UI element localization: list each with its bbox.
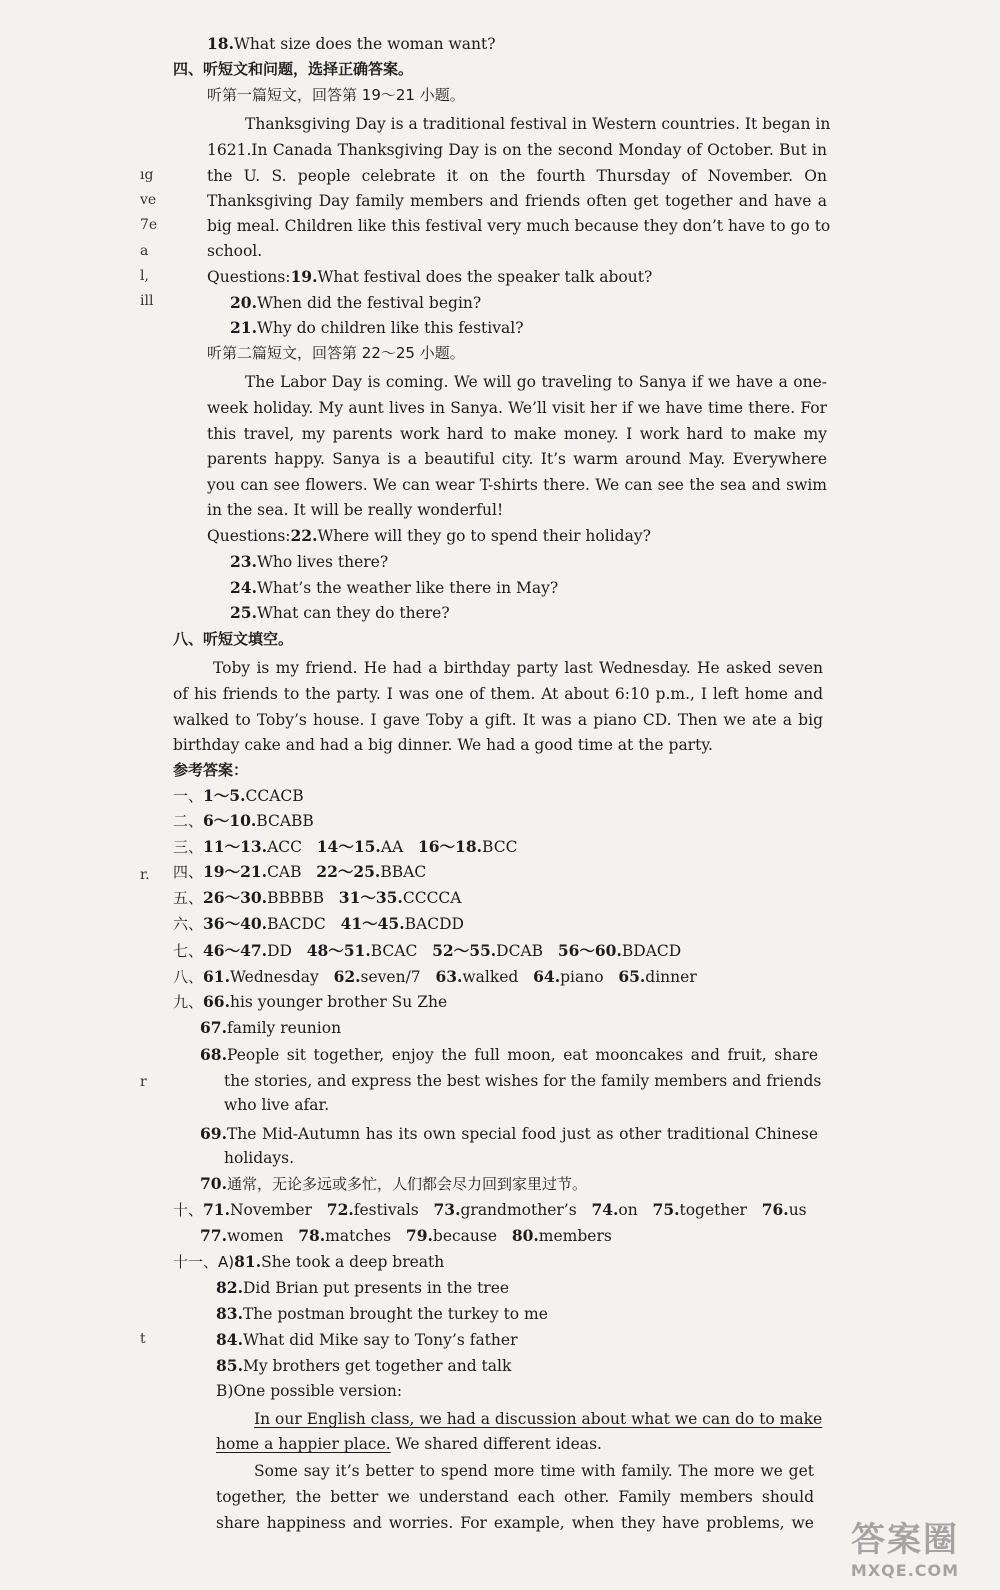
watermark-title: 答案圈 — [851, 1520, 959, 1560]
question-25: 25.What can they do there? — [230, 603, 450, 622]
answer-section-10-line2: 77.women 78.matches 79.because 80.members — [200, 1226, 612, 1245]
answer-84: 84.What did Mike say to Tony’s father — [216, 1330, 518, 1349]
passage-1-line: 1621.In Canada Thanksgiving Day is on the second Monday of October. But in — [207, 141, 827, 159]
passage-3-line: walked to Toby’s house. I gave Toby a gift. It was a piano CD. Then we ate a big — [173, 711, 823, 729]
section-4-heading: 四、听短文和问题，选择正确答案。 — [173, 60, 414, 78]
answer-68-line: 68.People sit together, enjoy the full moon, eat mooncakes and fruit, share — [200, 1045, 818, 1064]
answer-66: 九、66.his younger brother Su Zhe — [173, 992, 448, 1011]
margin-fragment: 7e — [140, 217, 158, 233]
passage-2-line: The Labor Day is coming. We will go traveling to Sanya if we have a one- — [245, 373, 827, 391]
answer-81: 十一、A)81.She took a deep breath — [173, 1252, 445, 1271]
question-24: 24.What’s the weather like there in May? — [230, 578, 559, 597]
essay-line: In our English class, we had a discussion about what we can do to make — [254, 1410, 823, 1428]
answer-82: 82.Did Brian put presents in the tree — [216, 1278, 510, 1297]
question-21: 21.Why do children like this festival? — [230, 318, 524, 337]
answer-section-10-line1: 十、71.November 72.festivals 73.grandmother’s 74.on 75.together 76.us — [173, 1200, 807, 1219]
essay-line: home a happier place. We shared different ideas. — [216, 1435, 602, 1453]
margin-fragment: l, — [140, 268, 149, 284]
answer-85: 85.My brothers get together and talk — [216, 1356, 512, 1375]
passage-1-line: big meal. Children like this festival very much because they don’t have to go to — [207, 217, 831, 235]
answer-69-line: holidays. — [224, 1149, 295, 1167]
answer-70: 70.通常，无论多远或多忙，人们都会尽力回到家里过节。 — [200, 1174, 587, 1193]
answer-section-1: 一、1～5.CCACB — [173, 786, 304, 805]
answer-section-7: 七、46～47.DD 48～51.BCAC 52～55.DCAB 56～60.BDACD — [173, 941, 682, 960]
passage-2-line: in the sea. It will be really wonderful! — [207, 501, 504, 519]
answers-title: 参考答案： — [173, 761, 249, 779]
watermark-url: MXQE.COM — [850, 1561, 960, 1580]
answer-67: 67.family reunion — [200, 1018, 342, 1037]
passage-3-line: Toby is my friend. He had a birthday party last Wednesday. He asked seven — [213, 659, 823, 677]
section-8-heading: 八、听短文填空。 — [173, 630, 294, 648]
essay-line: Some say it’s better to spend more time with family. The more we get — [254, 1462, 814, 1480]
answer-section-8: 八、61.Wednesday 62.seven/7 63.walked 64.piano 65.dinner — [173, 967, 697, 986]
answer-section-4: 四、19～21.CAB 22～25.BBAC — [173, 862, 427, 881]
passage-2-intro: 听第二篇短文，回答第 22～25 小题。 — [207, 344, 465, 362]
passage-1-intro: 听第一篇短文，回答第 19～21 小题。 — [207, 86, 465, 104]
answer-section-5: 五、26～30.BBBBB 31～35.CCCCA — [173, 888, 462, 907]
passage-3-line: of his friends to the party. I was one of them. At about 6:10 p.m., I left home and — [173, 685, 823, 703]
passage-2-line: you can see flowers. We can wear T-shirts there. We can see the sea and swim — [207, 476, 827, 494]
margin-fragment: r — [140, 1074, 147, 1090]
answer-69-line: 69.The Mid-Autumn has its own special food just as other traditional Chinese — [200, 1124, 818, 1143]
answer-section-6: 六、36～40.BACDC 41～45.BACDD — [173, 914, 464, 933]
answer-section-2: 二、6～10.BCABB — [173, 811, 314, 830]
essay-line: together, the better we understand each other. Family members should — [216, 1488, 814, 1506]
margin-fragment: a — [140, 243, 149, 259]
question-23: 23.Who lives there? — [230, 552, 389, 571]
margin-fragment: ill — [140, 293, 154, 309]
passage-2-line: parents happy. Sanya is a beautiful city. It’s warm around May. Everywhere — [207, 450, 827, 468]
margin-fragment: ve — [140, 192, 157, 208]
answer-section-3: 三、11～13.ACC 14～15.AA 16～18.BCC — [173, 837, 518, 856]
passage-1-line: Thanksgiving Day family members and friends often get together and have a — [207, 192, 827, 210]
question-20: 20.When did the festival begin? — [230, 293, 482, 312]
passage-2-line: week holiday. My aunt lives in Sanya. We’ll visit her if we have time there. For — [207, 399, 827, 417]
margin-fragment: r. — [140, 867, 150, 883]
passage-1-line: the U. S. people celebrate it on the fourth Thursday of November. On — [207, 167, 827, 185]
question-18: 18.What size does the woman want? — [207, 34, 496, 53]
answer-68-line: who live afar. — [224, 1096, 330, 1114]
passage-1-line: Thanksgiving Day is a traditional festival in Western countries. It began in — [245, 115, 831, 133]
margin-fragment: ıg — [140, 167, 154, 183]
question-19: Questions:19.What festival does the speaker talk about? — [207, 267, 653, 286]
watermark-logo — [820, 1508, 990, 1584]
passage-3-line: birthday cake and had a big dinner. We had a good time at the party. — [173, 736, 713, 754]
answer-68-line: the stories, and express the best wishes for the family members and friends — [224, 1072, 822, 1090]
passage-2-line: this travel, my parents work hard to make money. I work hard to make my — [207, 425, 827, 443]
question-22: Questions:22.Where will they go to spend their holiday? — [207, 526, 651, 545]
answer-b-heading: B)One possible version: — [216, 1382, 403, 1400]
essay-line: share happiness and worries. For example, when they have problems, we — [216, 1514, 814, 1532]
margin-fragment: t — [140, 1331, 146, 1347]
passage-1-line: school. — [207, 242, 263, 260]
answer-83: 83.The postman brought the turkey to me — [216, 1304, 548, 1323]
